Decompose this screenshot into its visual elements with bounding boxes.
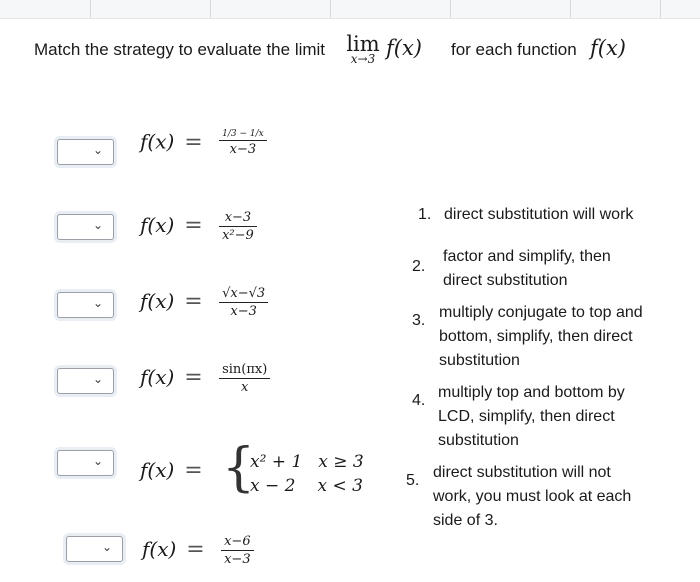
prompt-trail: for each function (451, 40, 577, 59)
chevron-down-icon: ⌄ (93, 372, 104, 386)
function-row (0, 278, 400, 338)
function-row (0, 125, 400, 185)
strategy-dropdown[interactable] (57, 450, 114, 476)
strategy-dropdown[interactable] (57, 292, 114, 318)
function-expression: f(x) = $\frac{√x-√3}{x-3}$ (140, 286, 268, 319)
function-row (0, 440, 400, 500)
chevron-down-icon: ⌄ (93, 218, 104, 232)
function-row (0, 354, 400, 414)
function-row (0, 522, 400, 582)
chevron-down-icon: ⌄ (93, 296, 104, 310)
prompt-trail-fx: f(x) (590, 36, 627, 60)
function-expression: f(x) = $\frac{1/3 - 1/x}{x-3}$ (140, 129, 267, 157)
piecewise-brace: { (222, 438, 256, 498)
chevron-down-icon: ⌄ (102, 540, 113, 554)
chevron-down-icon: ⌄ (93, 143, 104, 157)
function-expression: f(x) = (140, 458, 203, 483)
prompt-lead: Match the strategy to evaluate the limit (34, 40, 326, 59)
piecewise-cases: x² + 1 x ≥ 3 x − 2 x < 3 (250, 452, 364, 496)
strategy-dropdown[interactable] (66, 536, 123, 562)
chevron-down-icon: ⌄ (93, 454, 104, 468)
strategy-dropdown[interactable] (57, 368, 114, 394)
strategy-dropdown[interactable] (57, 139, 114, 165)
strategy-dropdown[interactable] (57, 214, 114, 240)
function-row (0, 200, 400, 260)
function-expression: f(x) = $\frac{x-3}{\text{x²−9}}$ (140, 210, 257, 243)
top-toolbar (0, 0, 700, 19)
limit-operator: lim x→3 (346, 32, 380, 66)
function-expression: f(x) = $\frac{\sin(\pi x)}{x}$ (140, 362, 270, 395)
question-prompt (34, 28, 684, 90)
prompt-fx: f(x) (386, 36, 423, 60)
function-expression: f(x) = $\frac{x-6}{x-3}$ (142, 534, 254, 567)
